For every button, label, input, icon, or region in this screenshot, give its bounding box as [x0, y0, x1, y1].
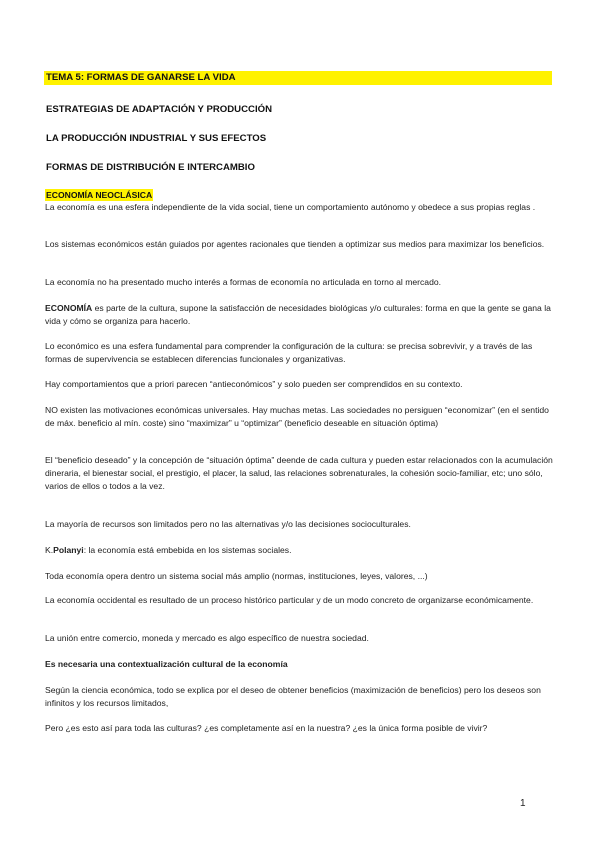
paragraph-9: La mayoría de recursos son limitados pero no las alternativas y/o las decisiones socioculturales. [45, 519, 411, 529]
paragraph-14-bold: Es necesaria una contextualización cultural de la economía [45, 659, 288, 669]
paragraph-7: NO existen las motivaciones económicas universales. Hay muchas metas. Las sociedades no persiguen “economizar” (en el sentido de máx. beneficio al mín. coste) sino “maximizar” u “optimizar” (beneficio deseable en situación óptima) [45, 405, 549, 428]
paragraph-3: La economía no ha presentado mucho interés a formas de economía no articulada en torno al mercado. [45, 277, 442, 287]
page-number: 1 [520, 798, 526, 809]
paragraph-10-prefix: K. [45, 545, 54, 555]
paragraph-10-bold: Polanyi [53, 545, 84, 555]
heading-distribucion: FORMAS DE DISTRIBUCIÓN E INTERCAMBIO [46, 162, 255, 173]
heading-produccion-industrial: LA PRODUCCIÓN INDUSTRIAL Y SUS EFECTOS [46, 133, 267, 144]
paragraph-8: El “beneficio deseado” y la concepción de “situación óptima” deende de cada cultura y pueden estar relacionados con la acumulación dineraria, el bienestar social, el prestigio, el placer, la salud, las relaciones sobrenaturales, la cohesión socio-familiar, etc; uno sólo, varios de ellos o todos a la vez. [45, 455, 553, 491]
paragraph-16: Pero ¿es esto así para toda las culturas? ¿es completamente así en la nuestra? ¿es la única forma posible de vivir? [45, 723, 488, 733]
section-label-economia-neoclasica: ECONOMÍA NEOCLÁSICA [46, 190, 153, 200]
paragraph-11: Toda economía opera dentro un sistema social más amplio (normas, instituciones, leyes, valores, ...) [45, 571, 428, 581]
paragraph-1: La economía es una esfera independiente de la vida social, tiene un comportamiento autónomo y obedece a sus propias reglas . [45, 202, 536, 212]
paragraph-4 [45, 302, 560, 328]
page-title: TEMA 5: FORMAS DE GANARSE LA VIDA [46, 72, 236, 83]
heading-adaptacion: ESTRATEGIAS DE ADAPTACIÓN Y PRODUCCIÓN [46, 104, 273, 115]
paragraph-6: Hay comportamientos que a priori parecen “antieconómicos” y solo pueden ser comprendidos en su contexto. [45, 379, 463, 389]
paragraph-15: Según la ciencia económica, todo se explica por el deseo de obtener beneficios (maximización de beneficios) pero los deseos son infinitos y los recursos limitados, [45, 685, 541, 708]
paragraph-5: Lo económico es una esfera fundamental para comprender la configuración de la cultura: se precisa sobrevivir, y a través de las formas de supervivencia se establecen diferencias funcionales y organizativas. [45, 341, 533, 364]
paragraph-13: La unión entre comercio, moneda y mercado es algo específico de nuestra sociedad. [45, 633, 369, 643]
paragraph-12: La economía occidental es resultado de un proceso histórico particular y de un modo concreto de organizarse económicamente. [45, 595, 534, 605]
paragraph-2: Los sistemas económicos están guiados por agentes racionales que tienden a optimizar sus medios para maximizar los beneficios. [45, 239, 545, 249]
paragraph-10 [45, 544, 560, 557]
paragraph-4-bold: ECONOMÍA [45, 303, 93, 313]
paragraph-10-text: : la economía está embebida en los sistemas sociales. [83, 545, 292, 555]
paragraph-4-text: es parte de la cultura, supone la satisfacción de necesidades biológicas y/o culturales: forma en que la gente se gana la vida y cómo se organiza para hacerlo. [45, 303, 551, 326]
